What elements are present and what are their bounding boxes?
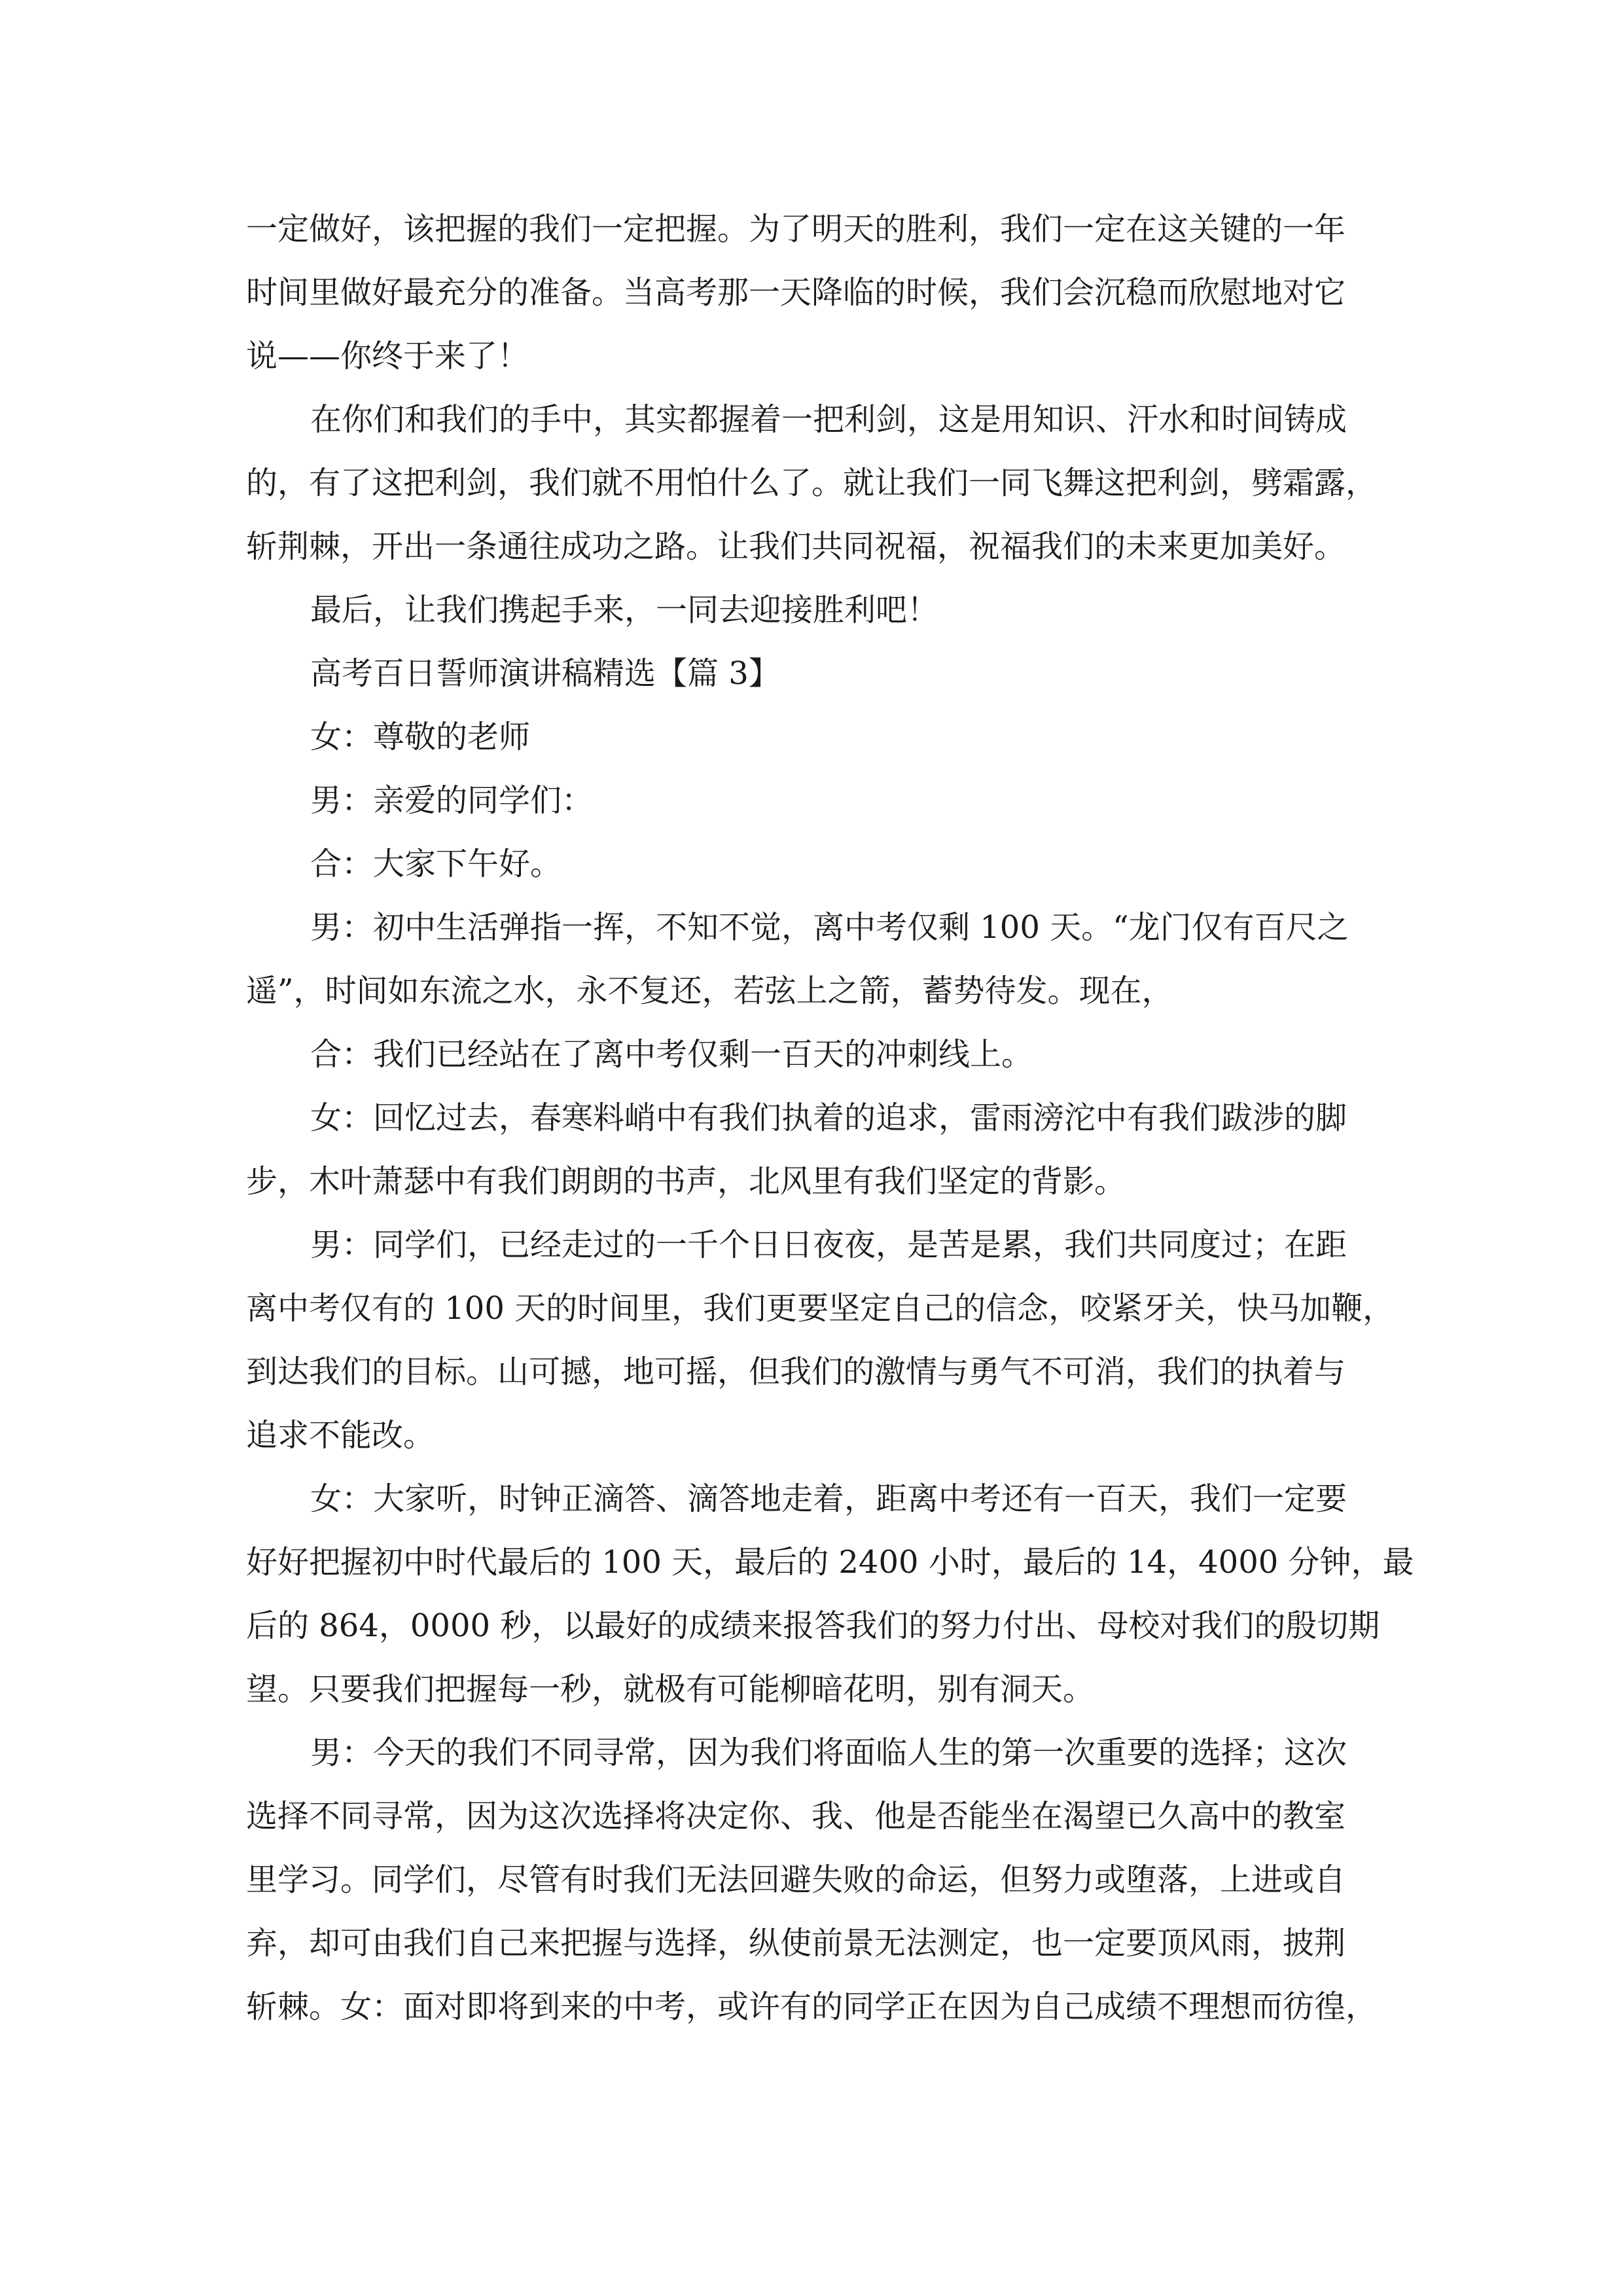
text-line: 一定做好，该把握的我们一定把握。为了明天的胜利，我们一定在这关键的一年 (246, 211, 1346, 247)
text-line: 好好把握初中时代最后的 100 天，最后的 2400 小时，最后的 14，4000 分钟，最 (246, 1544, 1414, 1581)
text-line: 步，木叶萧瑟中有我们朗朗的书声，北风里有我们坚定的背影。 (246, 1163, 1126, 1200)
text-line: 女：尊敬的老师 (310, 719, 531, 755)
text-line: 说——你终于来了！ (246, 338, 529, 374)
text-line: 到达我们的目标。山可撼，地可摇，但我们的激情与勇气不可消，我们的执着与 (246, 1354, 1346, 1390)
text-line: 弃，却可由我们自己来把握与选择，纵使前景无法测定，也一定要顶风雨，披荆 (246, 1925, 1346, 1962)
text-line: 追求不能改。 (246, 1417, 435, 1454)
text-line: 男：亲爱的同学们： (310, 782, 594, 819)
text-line: 选择不同寻常，因为这次选择将决定你、我、他是否能坐在渴望已久高中的教室 (246, 1798, 1346, 1835)
text-line: 男：同学们，已经走过的一千个日日夜夜，是苦是累，我们共同度过；在距 (310, 1227, 1347, 1263)
text-line: 合：大家下午好。 (310, 846, 562, 882)
section-heading: 高考百日誓师演讲稿精选【篇 3】 (310, 655, 780, 692)
text-line: 在你们和我们的手中，其实都握着一把利剑，这是用知识、汗水和时间铸成 (310, 401, 1347, 438)
text-line: 的，有了这把利剑，我们就不用怕什么了。就让我们一同飞舞这把利剑，劈霜露， (246, 465, 1378, 501)
text-line: 男：今天的我们不同寻常，因为我们将面临人生的第一次重要的选择；这次 (310, 1734, 1347, 1771)
text-line: 最后，让我们携起手来，一同去迎接胜利吧！ (310, 592, 939, 628)
text-line: 遥”，时间如东流之水，永不复还，若弦上之箭，蓄势待发。现在， (246, 973, 1173, 1009)
text-line: 斩棘。女：面对即将到来的中考，或许有的同学正在因为自己成绩不理想而彷徨， (246, 1988, 1378, 2025)
text-line: 后的 864，0000 秒，以最好的成绩来报答我们的努力付出、母校对我们的殷切期 (246, 1607, 1380, 1644)
text-line: 望。只要我们把握每一秒，就极有可能柳暗花明，别有洞天。 (246, 1671, 1095, 1708)
text-line: 斩荆棘，开出一条通往成功之路。让我们共同祝福，祝福我们的未来更加美好。 (246, 528, 1346, 565)
text-line: 女：大家听，时钟正滴答、滴答地走着，距离中考还有一百天，我们一定要 (310, 1480, 1347, 1517)
text-line: 时间里做好最充分的准备。当高考那一天降临的时候，我们会沉稳而欣慰地对它 (246, 274, 1346, 311)
text-line: 里学习。同学们，尽管有时我们无法回避失败的命运，但努力或堕落，上进或自 (246, 1861, 1346, 1898)
text-line: 离中考仅有的 100 天的时间里，我们更要坚定自己的信念，咬紧牙关，快马加鞭， (246, 1290, 1395, 1327)
text-line: 男：初中生活弹指一挥，不知不觉，离中考仅剩 100 天。“龙门仅有百尺之 (310, 909, 1349, 946)
text-line: 女：回忆过去，春寒料峭中有我们执着的追求，雷雨滂沱中有我们跋涉的脚 (310, 1100, 1347, 1136)
text-line: 合：我们已经站在了离中考仅剩一百天的冲刺线上。 (310, 1036, 1033, 1073)
